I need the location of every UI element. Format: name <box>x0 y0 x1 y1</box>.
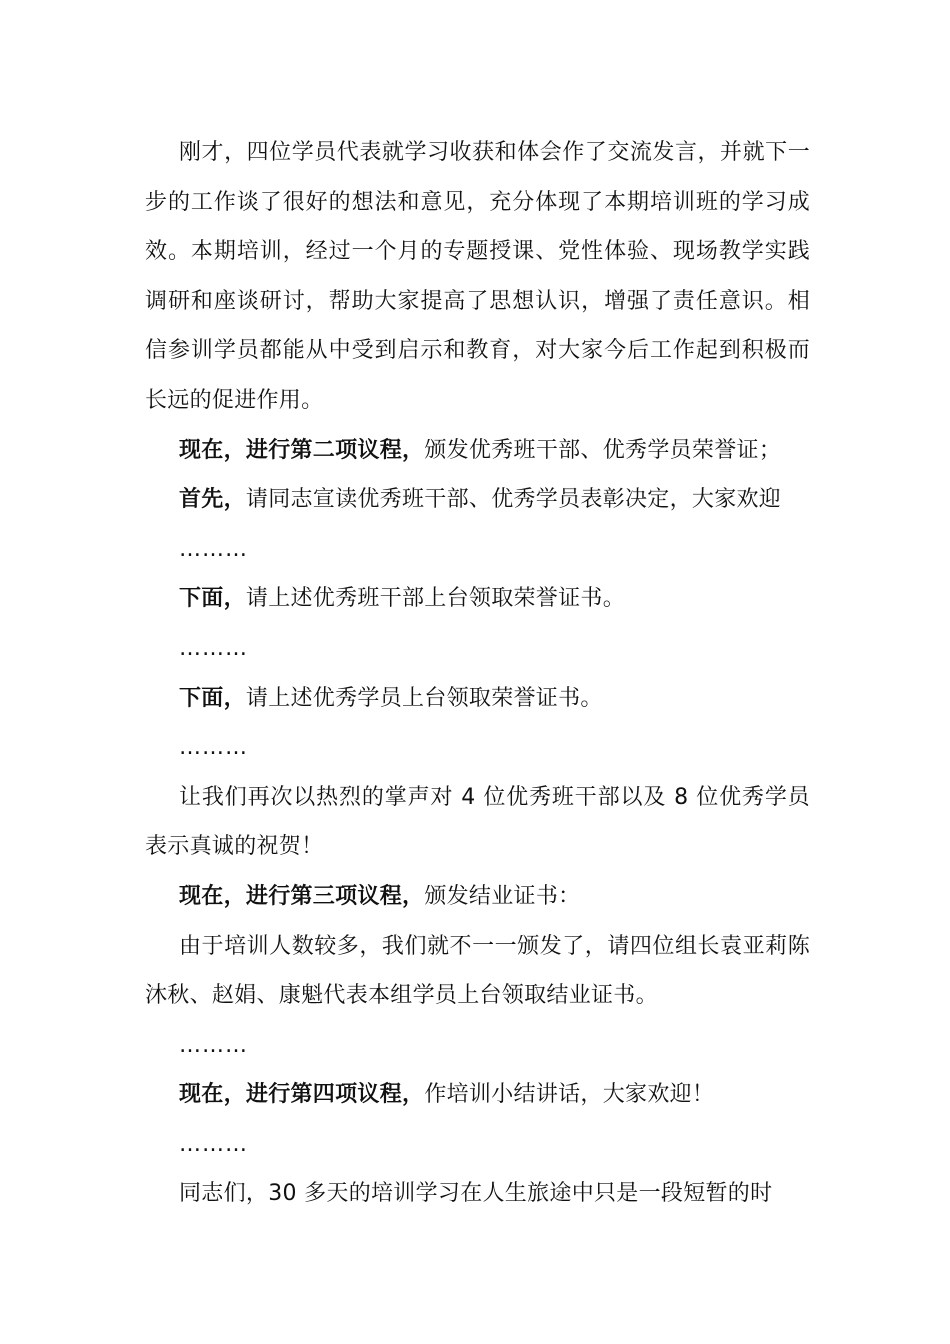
ellipsis-line <box>145 525 810 575</box>
ellipsis-text: ……… <box>179 1032 248 1058</box>
paragraph-lead: 现在，进行第四项议程， <box>179 1082 425 1108</box>
paragraph-lead: 现在，进行第三项议程， <box>179 883 425 909</box>
ellipsis-line <box>145 1120 810 1170</box>
paragraph-text: 请同志宣读优秀班干部、优秀学员表彰决定，大家欢迎 <box>245 487 782 513</box>
paragraph-text: 同志们，30 多天的培训学习在人生旅途中只是一段短暂的时 <box>179 1181 773 1207</box>
paragraph-agenda-2 <box>145 426 810 476</box>
paragraph-lead: 首先， <box>179 487 246 513</box>
paragraph-text: 由于培训人数较多，我们就不一一颁发了，请四位组长袁亚莉陈沐秋、赵娟、康魁代表本组学员上台领取结业证书。 <box>145 933 810 1009</box>
ellipsis-line <box>145 1021 810 1071</box>
ellipsis-text: ……… <box>179 1131 248 1157</box>
paragraph-lead: 下面， <box>179 685 246 711</box>
paragraph-text: 请上述优秀班干部上台领取荣誉证书。 <box>245 586 626 612</box>
paragraph-group-leaders <box>145 922 810 1021</box>
paragraph-applause <box>145 773 810 872</box>
paragraph-text: 颁发优秀班干部、优秀学员荣誉证； <box>424 437 782 463</box>
paragraph-lead: 下面， <box>179 586 246 612</box>
paragraph-text: 让我们再次以热烈的掌声对 4 位优秀班干部以及 8 位优秀学员表示真诚的祝贺！ <box>145 784 810 860</box>
paragraph-lead: 现在，进行第二项议程， <box>179 437 425 463</box>
paragraph-students-award <box>145 674 810 724</box>
paragraph-cadres-award <box>145 574 810 624</box>
paragraph-text: 颁发结业证书： <box>424 883 581 909</box>
paragraph-first <box>145 475 810 525</box>
paragraph-text: 刚才，四位学员代表就学习收获和体会作了交流发言，并就下一步的工作谈了很好的想法和意见，充分体现了本期培训班的学习成效。本期培训，经过一个月的专题授课、党性体验、现场教学实践调研和座谈研讨，帮助大家提高了思想认识，增强了责任意识。相信参训学员都能从中受到启示和教育，对大家今后工作起到积极而长远的促进作用。 <box>145 140 810 413</box>
ellipsis-line <box>145 723 810 773</box>
paragraph-closing <box>145 1169 810 1219</box>
ellipsis-text: ……… <box>179 735 248 761</box>
paragraph-summary <box>145 128 810 426</box>
paragraph-text: 请上述优秀学员上台领取荣誉证书。 <box>245 685 603 711</box>
ellipsis-text: ……… <box>179 635 248 661</box>
paragraph-text: 作培训小结讲话，大家欢迎！ <box>424 1082 715 1108</box>
ellipsis-text: ……… <box>179 536 248 562</box>
paragraph-agenda-3 <box>145 872 810 922</box>
paragraph-agenda-4 <box>145 1070 810 1120</box>
ellipsis-line <box>145 624 810 674</box>
